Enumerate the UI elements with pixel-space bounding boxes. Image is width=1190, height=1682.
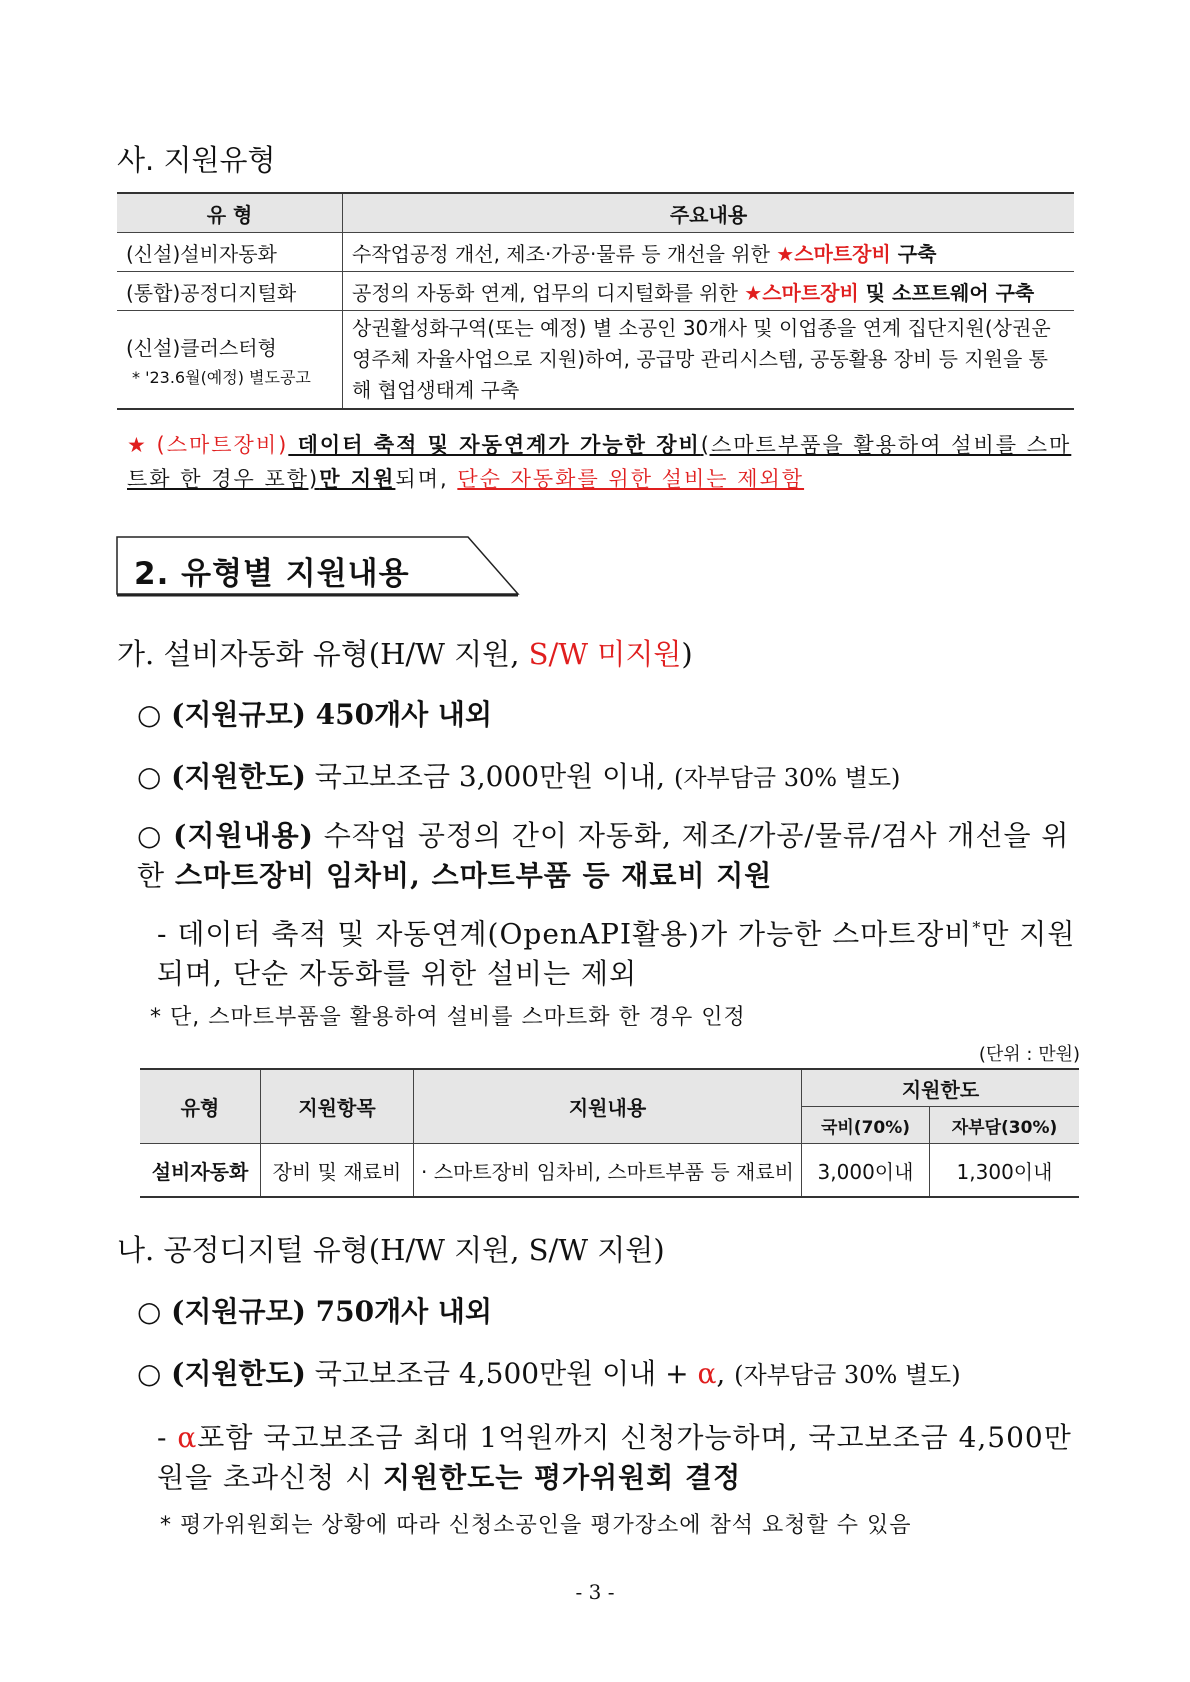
content-item-ga — [137, 816, 1087, 896]
header-item: 지원항목 — [261, 1069, 414, 1144]
row-type-note: * '23.6월(예정) 별도공고 — [132, 367, 311, 387]
row-type — [117, 311, 343, 410]
cell-self: 1,300이내 — [930, 1144, 1080, 1198]
dash-sup: * — [972, 918, 982, 937]
cell-item: 장비 및 재료비 — [261, 1144, 414, 1198]
star-note-na: * 평가위원회는 상황에 따라 신청소공인을 평가장소에 참석 요청할 수 있음 — [160, 1513, 912, 1538]
support-limit-table — [140, 1068, 1079, 1198]
content-plain: 수작업 공정의 간이 자동화, 제조/가공/물류/검사 개선을 위한 — [137, 819, 1070, 892]
alpha-symbol: α — [177, 1421, 198, 1454]
row-content — [343, 233, 1075, 272]
limit-item-na — [137, 1352, 961, 1392]
table-row — [117, 311, 1074, 410]
dash-plain: 포함 국고보조금 최대 1억원까지 신청가능하며, 국고보조금 4,500만원을 초과신청 시 — [157, 1421, 1072, 1494]
alpha-symbol: α — [697, 1357, 717, 1390]
note-red-end: 단순 자동화를 위한 설비는 제외함 — [457, 467, 805, 491]
dash-item-ga — [157, 908, 1087, 994]
limit-item-ga — [137, 755, 900, 795]
scale-item-na — [137, 1290, 492, 1330]
section-2-title: 2. 유형별 지원내용 — [134, 556, 410, 592]
limit-note: (자부담금 30% 별도) — [673, 764, 901, 792]
row-content: 상권활성화구역(또는 예정) 별 소공인 30개사 및 이업종을 연계 집단지원(상권운영주체 자율사업으로 지원)하여, 공급망 관리시스템, 공동활용 장비 등 지원을 통해 협업생태계 구축 — [343, 311, 1075, 410]
dash-tail: 만 지원되며, 단순 자동화를 위한 설비는 제외 — [157, 917, 1076, 991]
content-bold: 스마트장비 임차비, 스마트부품 등 재료비 지원 — [174, 859, 773, 892]
dash-item-na — [157, 1418, 1087, 1498]
limit-note: (자부담금 30% 별도) — [734, 1361, 961, 1389]
section-title-ga — [117, 632, 693, 673]
table-row — [117, 233, 1074, 272]
row-type: (신설)설비자동화 — [117, 233, 343, 272]
row-type: (통합)공정디지털화 — [117, 272, 343, 311]
limit-value: 국고보조금 4,500만원 이내 + — [305, 1357, 698, 1390]
note-plain-1: (스마트부품을 활용하여 설비를 스마트화 한 경우 포함) — [127, 433, 1072, 491]
table-header-row — [117, 193, 1074, 233]
limit-label: ○ (지원한도) — [137, 1357, 306, 1390]
page-number: - 3 - — [575, 1580, 615, 1604]
cell-gov: 3,000이내 — [802, 1144, 930, 1198]
note-plain-2: 되며, — [395, 467, 458, 491]
header-content: 지원내용 — [414, 1069, 802, 1144]
content-bold: 및 소프트웨어 구축 — [858, 280, 1035, 305]
scale-value: 450개사 내외 — [305, 698, 493, 731]
limit-comma: , — [716, 1357, 735, 1390]
dash-text: - 데이터 축적 및 자동연계(OpenAPI활용)가 가능한 스마트장비 — [157, 917, 973, 951]
note-bold-2: 만 지원 — [319, 467, 396, 491]
star-note-ga: * 단, 스마트부품을 활용하여 설비를 스마트화 한 경우 인정 — [150, 1005, 746, 1030]
header-self: 자부담(30%) — [930, 1107, 1080, 1144]
unit-label: (단위 : 만원) — [978, 1044, 1080, 1065]
limit-label: ○ (지원한도) — [137, 760, 306, 793]
header-type: 유 형 — [117, 193, 343, 233]
cell-type: 설비자동화 — [140, 1144, 261, 1198]
scale-label: ○ (지원규모) — [137, 1295, 306, 1328]
dash-prefix: - — [157, 1421, 178, 1454]
title-ga-red: S/W 미지원 — [528, 637, 682, 671]
scale-value: 750개사 내외 — [305, 1295, 493, 1328]
dash-bold: 지원한도는 평가위원회 결정 — [383, 1461, 742, 1494]
content-text: 공정의 자동화 연계, 업무의 디지털화를 위한 — [352, 280, 745, 305]
smart-equipment-highlight: ★스마트장비 — [744, 280, 859, 305]
content-text: 수작업공정 개선, 제조·가공·물류 등 개선을 위한 — [352, 241, 777, 266]
table-header-row — [140, 1069, 1079, 1107]
header-limit: 지원한도 — [802, 1069, 1080, 1107]
section-title-na: 나. 공정디지털 유형(H/W 지원, S/W 지원) — [117, 1233, 665, 1267]
title-ga-prefix: 가. 설비자동화 유형(H/W 지원, — [117, 637, 529, 671]
table-row — [140, 1144, 1079, 1198]
table-row — [117, 272, 1074, 311]
content-bold: 구축 — [890, 241, 937, 266]
star-icon-label: ★ (스마트장비) — [127, 433, 289, 457]
header-content: 주요내용 — [343, 193, 1075, 233]
header-type: 유형 — [140, 1069, 261, 1144]
row-content — [343, 272, 1075, 311]
scale-item-ga — [137, 693, 492, 733]
smart-equipment-note — [127, 428, 1087, 496]
smart-equipment-highlight: ★스마트장비 — [776, 241, 891, 266]
support-type-table — [117, 192, 1074, 410]
cell-content: · 스마트장비 임차비, 스마트부품 등 재료비 — [414, 1144, 802, 1198]
row-type-label: (신설)클러스터형 — [126, 335, 277, 360]
title-ga-suffix: ) — [681, 637, 693, 671]
header-gov: 국비(70%) — [802, 1107, 930, 1144]
scale-label: ○ (지원규모) — [137, 698, 306, 731]
limit-value: 국고보조금 3,000만원 이내, — [305, 760, 674, 793]
note-bold-1: 데이터 축적 및 자동연계가 가능한 장비 — [288, 433, 701, 457]
section-title-sa: 사. 지원유형 — [117, 143, 276, 177]
content-label: ○ (지원내용) — [137, 819, 314, 852]
section-2-header — [116, 536, 520, 602]
